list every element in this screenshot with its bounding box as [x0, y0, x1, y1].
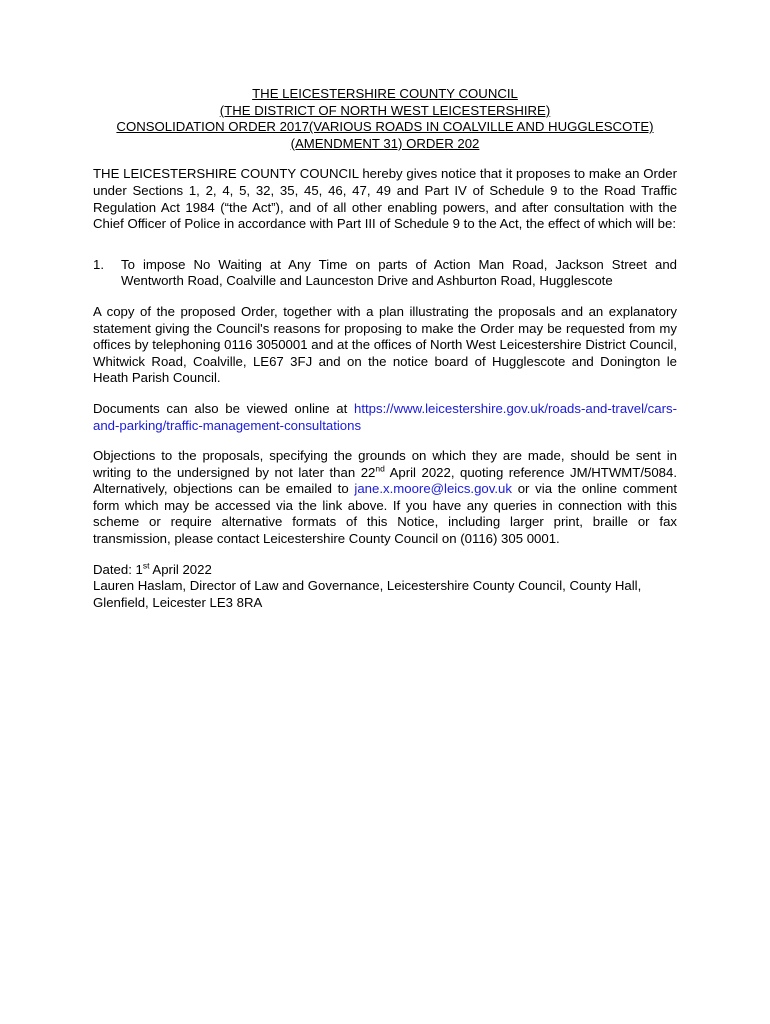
- consultations-link[interactable]: https://www.leicestershire.gov.uk/roads-and-travel/cars-and-parking/traffic-management-consultations: [93, 400, 677, 433]
- notice-heading: [93, 86, 677, 152]
- notice-page: [93, 86, 677, 611]
- dated-line: [93, 562, 677, 579]
- list-item-number: 1.: [93, 256, 104, 272]
- list-item-text: To impose No Waiting at Any Time on parts of Action Man Road, Jackson Street and Wentworth Road, Coalville and Launceston Drive and Ashburton Road, Hugglescote: [121, 256, 677, 289]
- heading-amendment: (AMENDMENT 31) ORDER 202: [290, 135, 480, 151]
- documents-paragraph: [93, 401, 677, 434]
- dated-suffix: st: [142, 560, 150, 571]
- objections-text-3: or via the online comment form which may be accessed via the link above. If you have any queries in connection with this scheme or require alternative formats of this Notice, including larger print, braille or fax transmission, please contact Leicestershire County Council on (0116) 305 0001.: [93, 481, 677, 547]
- heading-district: (THE DISTRICT OF NORTH WEST LEICESTERSHIRE): [219, 102, 551, 118]
- documents-prefix: Documents can also be viewed online at: [93, 400, 355, 416]
- copy-paragraph: A copy of the proposed Order, together with a plan illustrating the proposals and an explanatory statement giving the Council's reasons for proposing to make the Order may be requested from my offices by telephoning 0116 3050001 and at the offices of North West Leicestershire District Council, Whitwick Road, Coalville, LE67 3FJ and on the notice board of Hugglescote and Donington le Heath Parish Council.: [93, 303, 677, 386]
- email-link[interactable]: jane.x.moore@leics.gov.uk: [354, 481, 512, 497]
- objections-paragraph: [93, 448, 677, 548]
- heading-council: THE LEICESTERSHIRE COUNTY COUNCIL: [252, 86, 518, 101]
- list-item: [93, 257, 677, 290]
- dated-month-year: April 2022: [149, 561, 212, 577]
- dated-prefix: Dated: 1: [93, 561, 143, 577]
- objections-text-1: Objections to the proposals, specifying the grounds on which they are made, should be sent in writing to the undersigned by not later than 22: [93, 448, 677, 480]
- intro-paragraph: THE LEICESTERSHIRE COUNTY COUNCIL hereby gives notice that it proposes to make an Order under Sections 1, 2, 4, 5, 32, 35, 45, 46, 47, 49 and Part IV of Schedule 9 to the Road Traffic Regulation Act 1984 (“the Act”), and of all other enabling powers, and after consultation with the Chief Officer of Police in accordance with Part III of Schedule 9 to the Act, the effect of which will be:: [93, 166, 677, 232]
- effects-list: [93, 257, 677, 290]
- objections-date-suffix: nd: [375, 463, 385, 474]
- heading-order: CONSOLIDATION ORDER 2017(VARIOUS ROADS IN COALVILLE AND HUGGLESCOTE): [116, 119, 654, 135]
- signatory: Lauren Haslam, Director of Law and Governance, Leicestershire County Council, County Hall, Glenfield, Leicester LE3 8RA: [93, 578, 642, 610]
- objections-text-2: April 2022, quoting reference JM/HTWMT/5084. Alternatively, objections can be emailed to: [93, 464, 677, 497]
